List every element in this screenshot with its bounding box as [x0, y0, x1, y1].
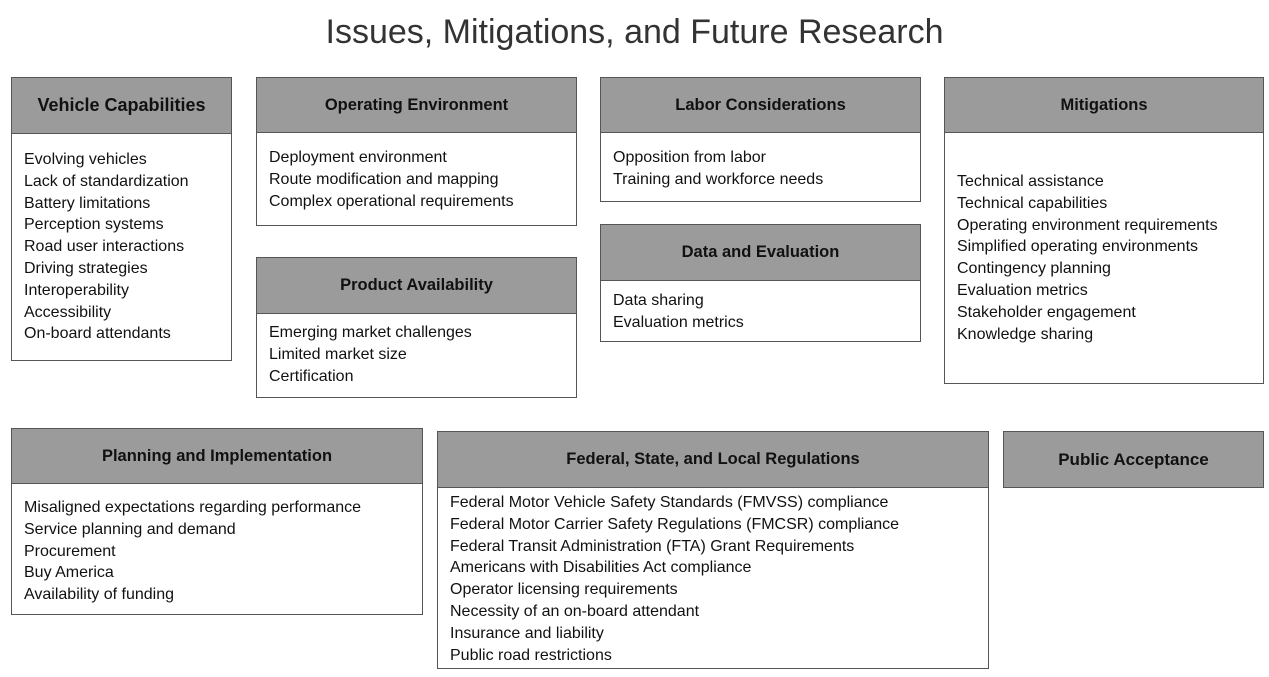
list-item: Deployment environment	[269, 149, 447, 166]
list-item: Knowledge sharing	[957, 325, 1094, 343]
labor-considerations-box	[600, 77, 921, 202]
list-item: Misaligned expectations regarding performance	[24, 499, 362, 516]
regulations-box	[437, 431, 989, 669]
list-item: Contingency planning	[957, 260, 1111, 278]
data-evaluation-box	[600, 224, 921, 342]
list-item: Technical capabilities	[957, 194, 1108, 212]
product-availability-box	[256, 257, 577, 398]
public-acceptance-box	[1003, 431, 1264, 488]
mitigations-list	[945, 133, 1263, 345]
operating-environment-box	[256, 77, 577, 226]
list-item: Federal Transit Administration (FTA) Grant Requirements	[450, 537, 855, 555]
list-item: Lack of standardization	[24, 172, 189, 190]
list-item: Training and workforce needs	[613, 170, 824, 188]
list-item: Road user interactions	[24, 238, 185, 256]
labor-considerations-heading: Labor Considerations	[601, 78, 920, 133]
list-item: Federal Motor Vehicle Safety Standards (FMVSS) compliance	[450, 494, 889, 511]
list-item: Availability of funding	[24, 586, 175, 604]
product-availability-list	[257, 314, 576, 387]
regulations-list	[438, 488, 988, 666]
list-item: Operator licensing requirements	[450, 581, 678, 599]
page-title: Issues, Mitigations, and Future Research	[325, 13, 944, 51]
list-item: Evaluation metrics	[613, 313, 744, 331]
list-item: Emerging market challenges	[269, 324, 472, 341]
mitigations-heading: Mitigations	[945, 78, 1263, 133]
list-item: Route modification and mapping	[269, 170, 499, 188]
vehicle-capabilities-list	[12, 134, 231, 345]
list-item: Public road restrictions	[450, 646, 612, 664]
list-item: Simplified operating environments	[957, 238, 1199, 256]
regulations-heading: Federal, State, and Local Regulations	[438, 432, 988, 488]
list-item: Federal Motor Carrier Safety Regulations (FMCSR) compliance	[450, 515, 900, 533]
list-item: Certification	[269, 367, 354, 385]
list-item: Accessibility	[24, 303, 112, 321]
list-item: Stakeholder engagement	[957, 303, 1136, 321]
list-item: Driving strategies	[24, 259, 148, 277]
operating-environment-heading: Operating Environment	[257, 78, 576, 133]
list-item: Perception systems	[24, 216, 164, 234]
list-item: Insurance and liability	[450, 624, 604, 642]
list-item: Battery limitations	[24, 194, 151, 212]
list-item: Opposition from labor	[613, 149, 766, 166]
list-item: Limited market size	[269, 345, 407, 363]
list-item: Necessity of an on-board attendant	[450, 602, 700, 620]
list-item: Americans with Disabilities Act compliance	[450, 559, 752, 577]
planning-implementation-list	[12, 484, 422, 606]
list-item: Complex operational requirements	[269, 192, 514, 210]
list-item: On-board attendants	[24, 325, 171, 343]
planning-implementation-box	[11, 428, 423, 615]
vehicle-capabilities-heading: Vehicle Capabilities	[12, 78, 231, 134]
list-item: Operating environment requirements	[957, 216, 1218, 234]
labor-considerations-list	[601, 133, 920, 191]
list-item: Interoperability	[24, 281, 129, 299]
list-item: Data sharing	[613, 292, 704, 309]
product-availability-heading: Product Availability	[257, 258, 576, 314]
list-item: Buy America	[24, 564, 114, 582]
planning-implementation-heading: Planning and Implementation	[12, 429, 422, 484]
list-item: Procurement	[24, 542, 116, 560]
list-item: Service planning and demand	[24, 520, 236, 538]
list-item: Evaluation metrics	[957, 281, 1088, 299]
public-acceptance-heading: Public Acceptance	[1004, 432, 1263, 487]
data-evaluation-list	[601, 281, 920, 334]
list-item: Technical assistance	[957, 173, 1104, 190]
list-item: Evolving vehicles	[24, 151, 147, 168]
vehicle-capabilities-box	[11, 77, 232, 361]
operating-environment-list	[257, 133, 576, 212]
data-evaluation-heading: Data and Evaluation	[601, 225, 920, 281]
mitigations-box	[944, 77, 1264, 384]
